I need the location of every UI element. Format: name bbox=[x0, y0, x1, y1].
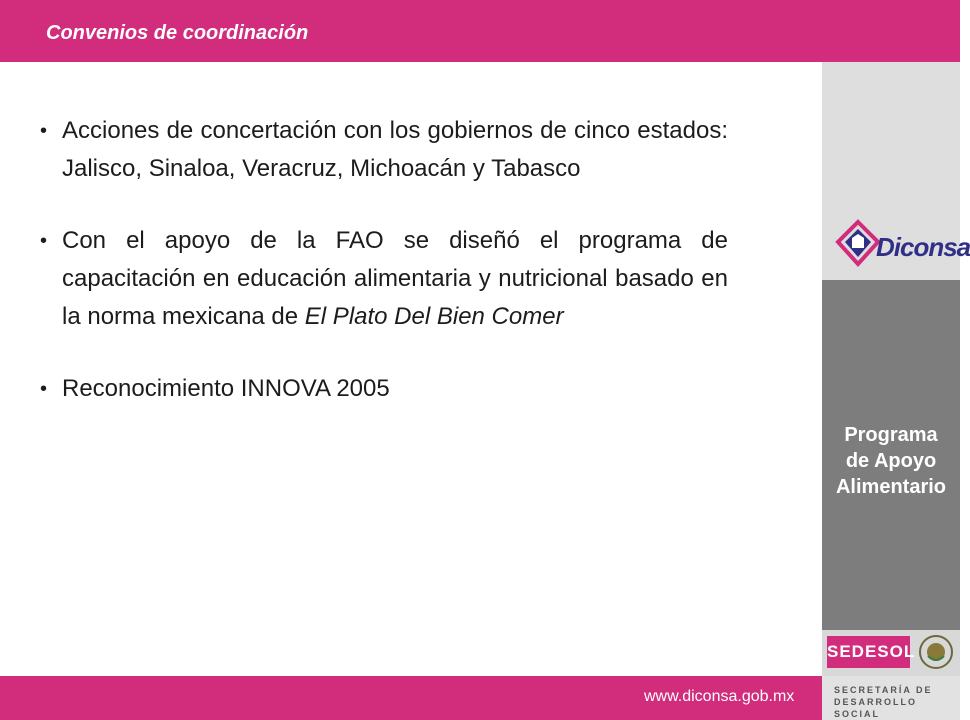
secretaria-text bbox=[834, 684, 960, 720]
program-line: Alimentario bbox=[835, 476, 947, 498]
diconsa-logo-icon bbox=[836, 220, 880, 266]
sedesol-logo: SEDESOL bbox=[827, 636, 910, 668]
bullet-item bbox=[40, 370, 728, 408]
diconsa-logo-text: Diconsa bbox=[876, 232, 970, 262]
bullet-text: Reconocimiento INNOVA 2005 bbox=[62, 375, 390, 402]
bullet-dot-icon: • bbox=[40, 378, 48, 400]
secretaria-line: SECRETARÍA DE bbox=[834, 685, 933, 695]
bullet-item bbox=[40, 222, 728, 336]
bullet-text: Acciones de concertación con los gobiernos de cinco estados: Jalisco, Sinaloa, Veracruz, Michoacán y Tabasco bbox=[62, 117, 728, 182]
slide-title: Convenios de coordinación bbox=[46, 22, 309, 44]
bullet-dot-icon: • bbox=[40, 120, 48, 142]
program-line: de Apoyo bbox=[845, 450, 937, 472]
bullet-text bbox=[62, 222, 728, 336]
bullet-text-regular: Con el apoyo de la FAO se diseñó el programa de capacitación en educación alimentaria y nutricional basado en la norma mexicana de bbox=[62, 227, 728, 330]
bullet-item bbox=[40, 112, 728, 188]
footer-url: www.diconsa.gob.mx bbox=[644, 688, 795, 705]
bullet-text-italic: El Plato Del Bien Comer bbox=[304, 303, 564, 330]
slide-content bbox=[40, 112, 728, 442]
header-bar bbox=[0, 0, 960, 62]
secretaria-line: DESARROLLO SOCIAL bbox=[834, 697, 917, 719]
bullet-dot-icon: • bbox=[40, 230, 48, 252]
national-seal-icon bbox=[918, 634, 954, 670]
program-label bbox=[822, 422, 960, 500]
program-line: Programa bbox=[844, 424, 938, 446]
